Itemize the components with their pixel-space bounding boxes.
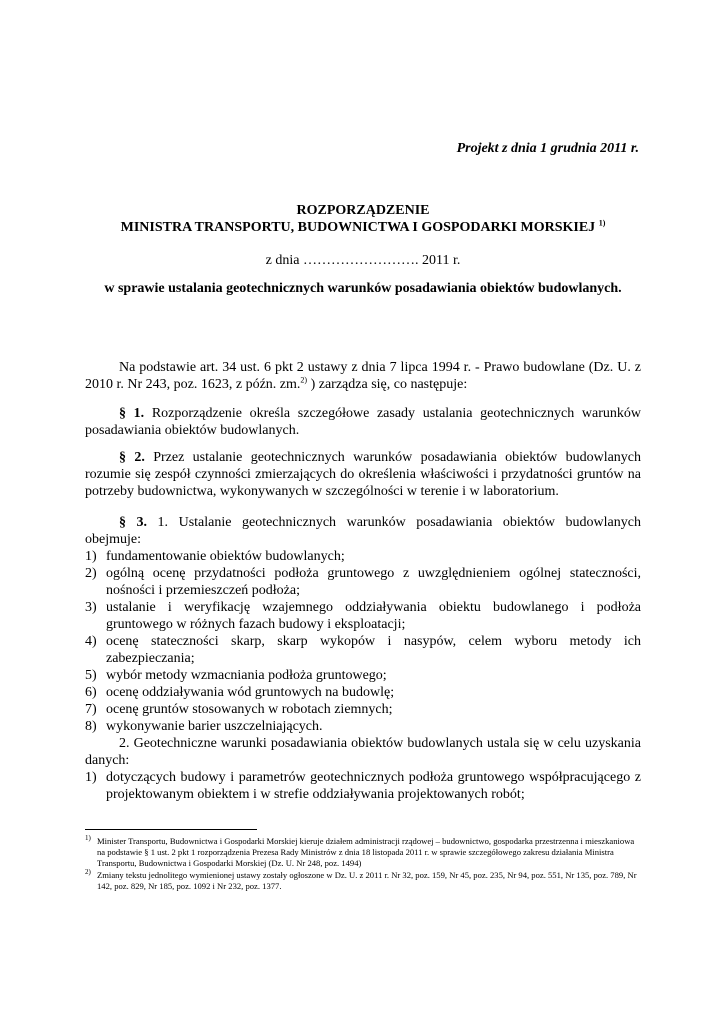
section-3-label: § 3. bbox=[119, 515, 148, 530]
section-1 bbox=[85, 405, 641, 439]
list-item bbox=[85, 599, 641, 633]
section-3-intro bbox=[85, 514, 641, 548]
list-item-number: 6) bbox=[85, 685, 97, 700]
list-item-text: dotyczących budowy i parametrów geotechnicznych podłoża gruntowego współpracującego z projektowanym obiektem i w strefie oddziaływania projektowanych robót; bbox=[106, 770, 641, 802]
footnote-ref-1: 1) bbox=[598, 218, 606, 228]
issuing-authority-text: MINISTRA TRANSPORTU, BUDOWNICTWA I GOSPODARKI MORSKIEJ bbox=[120, 220, 596, 235]
footnotes bbox=[85, 836, 641, 893]
list-item bbox=[85, 769, 641, 803]
list-item-text: wykonywanie barier uszczelniających. bbox=[106, 719, 323, 734]
footnote-mark: 1) bbox=[85, 834, 91, 842]
section-2-label: § 2. bbox=[119, 450, 145, 465]
list-item bbox=[85, 718, 641, 735]
regulation-date-line: z dnia ……………………. 2011 r. bbox=[265, 253, 461, 268]
section-3-p2-intro: 2. Geotechniczne warunki posadawiania obiektów budowlanych ustala się w celu uzyskania danych: bbox=[85, 736, 641, 768]
preamble-text-1: Na podstawie art. 34 ust. 6 pkt 2 ustawy z dnia 7 lipca 1994 r. - Prawo budowlane (Dz. U. z 2010 r. Nr 243, poz. 1623, z późn. zm. bbox=[85, 360, 641, 392]
issuing-authority-title bbox=[85, 220, 641, 236]
footnote-text: Zmiany tekstu jednolitego wymienionej ustawy zostały ogłoszone w Dz. U. z 2011 r. Nr 32, poz. 159, Nr 45, poz. 235, Nr 94, poz. 551, Nr 135, poz. 789, Nr 142, poz. 829, Nr 185, poz. 1092 i Nr 232, poz. 1377. bbox=[97, 870, 637, 891]
list-item-number: 2) bbox=[85, 566, 97, 581]
list-item-number: 3) bbox=[85, 600, 97, 615]
section-3-p2-list bbox=[85, 769, 641, 803]
list-item bbox=[85, 684, 641, 701]
section-3 bbox=[85, 514, 641, 803]
list-item-text: ogólną ocenę przydatności podłoża gruntowego z uwzględnieniem ogólnej stateczności, nośności i przemieszczeń podłoża; bbox=[106, 566, 641, 598]
list-item-number: 7) bbox=[85, 702, 97, 717]
list-item bbox=[85, 565, 641, 599]
section-2-text: Przez ustalanie geotechnicznych warunków posadawiania obiektów budowlanych rozumie się zespół czynności zmierzających do określenia właściwości i przydatności gruntów na potrzeby budownictwa, wykonywanych w szczególności w terenie i w laboratorium. bbox=[85, 450, 642, 499]
footnote-text: Minister Transportu, Budownictwa i Gospodarki Morskiej kieruje działem administracji rządowej – budownictwo, gospodarka przestrzenna i mieszkaniowa na podstawie § 1 ust. 2 pkt 1 rozporządzenia Prezesa Rady Ministrów z dnia 18 listopada 2011 r. w sprawie szczegółowego zakresu działania Ministra Transportu, Budownictwa i Gospodarki Morskiej (Dz. U. Nr 248, poz. 1494) bbox=[97, 836, 635, 868]
preamble-paragraph bbox=[85, 359, 641, 393]
footnote-1 bbox=[85, 836, 641, 869]
list-item-text: ocenę stateczności skarp, skarp wykopów i nasypów, celem wyboru metody ich zabezpieczania; bbox=[106, 634, 641, 666]
footnote-ref-2: 2) bbox=[300, 375, 308, 385]
preamble-text-2: ) zarządza się, co następuje: bbox=[307, 377, 468, 392]
list-item-number: 1) bbox=[85, 549, 97, 564]
section-1-label: § 1. bbox=[119, 406, 145, 421]
section-1-text: Rozporządzenie określa szczegółowe zasady ustalania geotechnicznych warunków posadawiania obiektów budowlanych. bbox=[85, 406, 641, 438]
section-3-p1-list bbox=[85, 548, 641, 735]
list-item-number: 8) bbox=[85, 719, 97, 734]
list-item bbox=[85, 701, 641, 718]
list-item-text: fundamentowanie obiektów budowlanych; bbox=[106, 549, 345, 564]
regulation-subject: w sprawie ustalania geotechnicznych warunków posadawiania obiektów budowlanych. bbox=[104, 281, 622, 296]
section-2-paragraph bbox=[85, 449, 641, 500]
list-item bbox=[85, 633, 641, 667]
footnote-separator bbox=[85, 829, 257, 830]
list-item-text: ocenę oddziaływania wód gruntowych na budowlę; bbox=[106, 685, 395, 700]
section-2 bbox=[85, 449, 641, 500]
footnote-mark: 2) bbox=[85, 868, 91, 876]
list-item-number: 5) bbox=[85, 668, 97, 683]
list-item-number: 1) bbox=[85, 770, 97, 785]
preamble bbox=[85, 359, 641, 393]
draft-date-header: Projekt z dnia 1 grudnia 2011 r. bbox=[456, 141, 639, 156]
list-item bbox=[85, 548, 641, 565]
list-item-text: ocenę gruntów stosowanych w robotach ziemnych; bbox=[106, 702, 393, 717]
footnote-2 bbox=[85, 870, 641, 892]
list-item bbox=[85, 667, 641, 684]
document-type-title: ROZPORZĄDZENIE bbox=[296, 203, 430, 218]
list-item-number: 4) bbox=[85, 634, 97, 649]
section-3-p1-intro: 1. Ustalanie geotechnicznych warunków posadawiania obiektów budowlanych obejmuje: bbox=[85, 515, 641, 547]
list-item-text: ustalanie i weryfikację wzajemnego oddziaływania obiektu budowlanego i podłoża gruntowego w różnych fazach budowy i eksploatacji; bbox=[106, 600, 641, 632]
section-1-paragraph bbox=[85, 405, 641, 439]
list-item-text: wybór metody wzmacniania podłoża gruntowego; bbox=[106, 668, 387, 683]
